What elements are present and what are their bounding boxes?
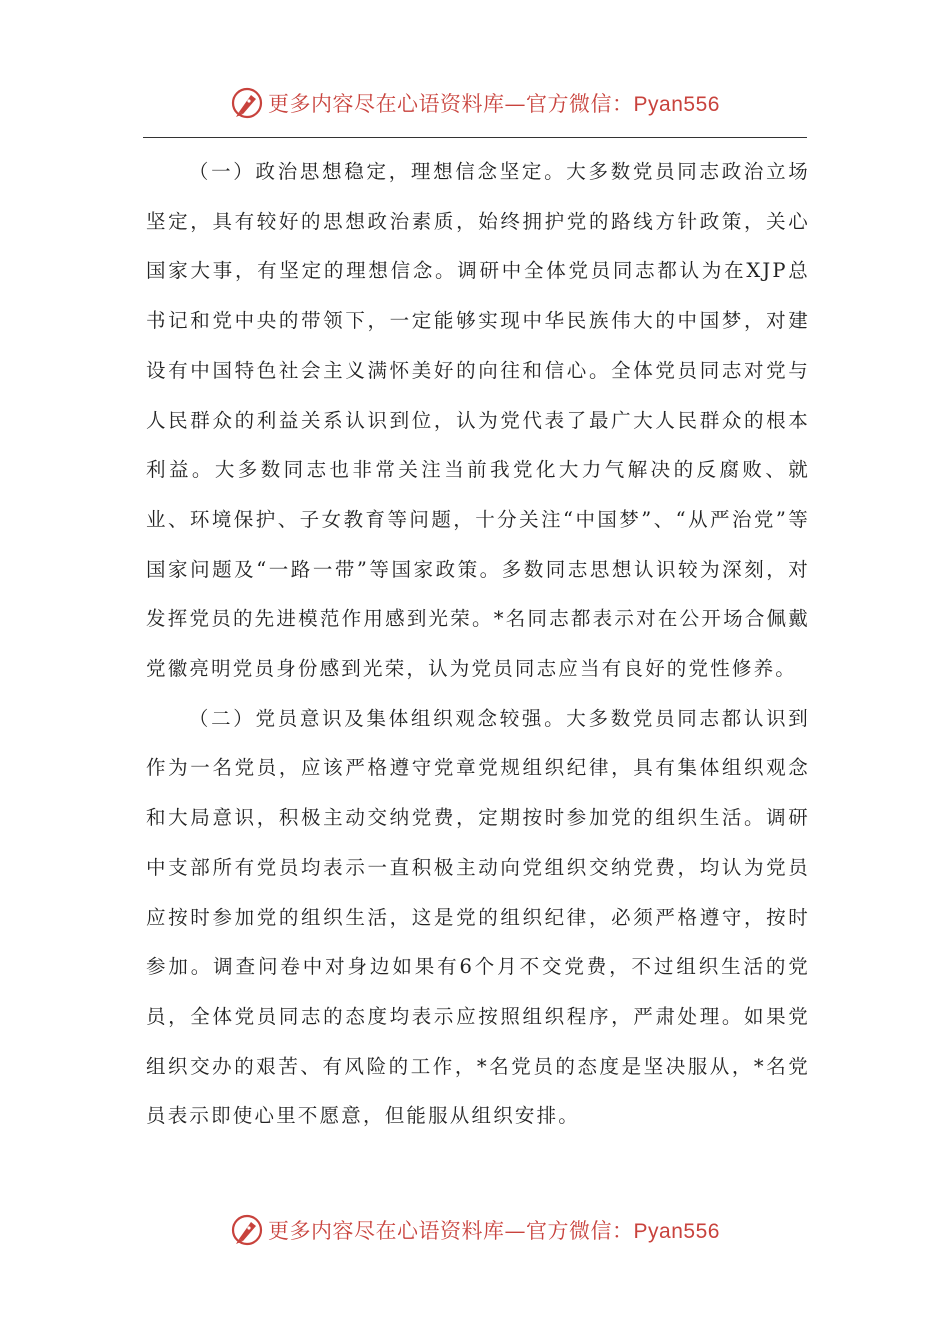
document-body — [146, 147, 810, 1141]
header-banner-main: 更多内容尽在心语资料库—官方微信： — [268, 92, 634, 116]
header-wechat-id: Pyan556 — [633, 93, 720, 116]
pen-nib-logo-icon — [230, 86, 264, 120]
paragraph-1: （一）政治思想稳定，理想信念坚定。大多数党员同志政治立场坚定，具有较好的思想政治素质，始终拥护党的路线方针政策，关心国家大事，有坚定的理想信念。调研中全体党员同志都认为在XJP总书记和党中央的带领下，一定能够实现中华民族伟大的中国梦，对建设有中国特色社会主义满怀美好的向往和信心。全体党员同志对党与人民群众的利益关系认识到位，认为党代表了最广大人民群众的根本利益。大多数同志也非常关注当前我党化大力气解决的反腐败、就业、环境保护、子女教育等问题，十分关注“中国梦”、“从严治党”等国家问题及“一路一带”等国家政策。多数同志思想认识较为深刻，对发挥党员的先进模范作用感到光荣。*名同志都表示对在公开场合佩戴党徽亮明党员身份感到光荣，认为党员同志应当有良好的党性修养。 — [146, 160, 810, 681]
footer-banner — [0, 1208, 950, 1252]
header-banner-text — [268, 88, 720, 118]
footer-wechat-id: Pyan556 — [633, 1220, 720, 1243]
pen-nib-logo-icon — [230, 1213, 264, 1247]
header-divider — [143, 137, 807, 138]
footer-banner-text — [268, 1215, 720, 1245]
header-banner — [0, 81, 950, 125]
paragraph-2: （二）党员意识及集体组织观念较强。大多数党员同志都认识到作为一名党员，应该严格遵守党章党规组织纪律，具有集体组织观念和大局意识，积极主动交纳党费，定期按时参加党的组织生活。调研中支部所有党员均表示一直积极主动向党组织交纳党费，均认为党员应按时参加党的组织生活，这是党的组织纪律，必须严格遵守，按时参加。调查问卷中对身边如果有6个月不交党费，不过组织生活的党员，全体党员同志的态度均表示应按照组织程序，严肃处理。如果党组织交办的艰苦、有风险的工作，*名党员的态度是坚决服从，*名党员表示即使心里不愿意，但能服从组织安排。 — [146, 706, 810, 1128]
footer-banner-main: 更多内容尽在心语资料库—官方微信： — [268, 1219, 634, 1243]
